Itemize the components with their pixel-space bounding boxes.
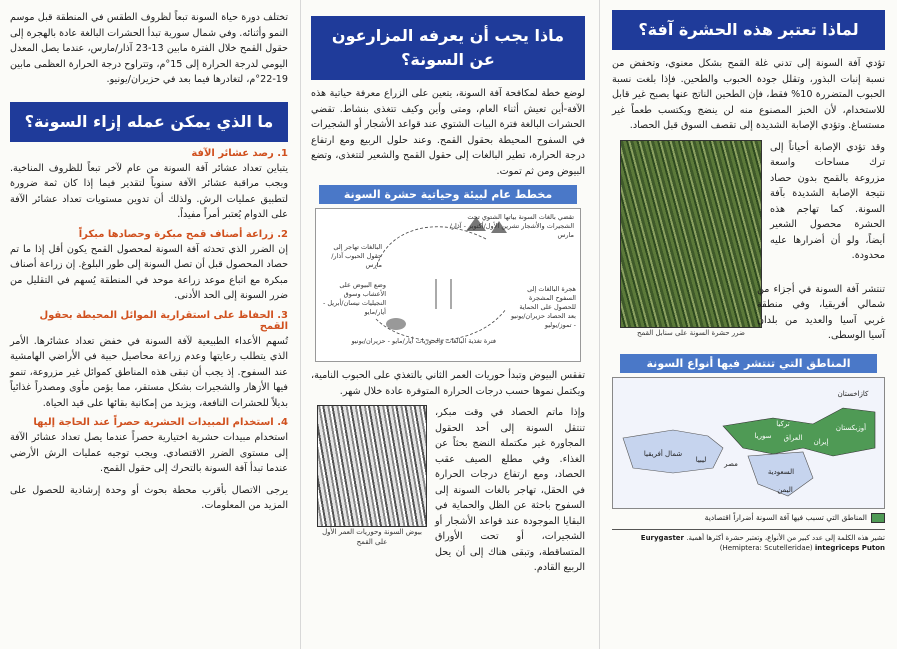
photo-caption: ضرر حشرة السونة على سنابل القمح (637, 328, 745, 337)
item-3-heading: 3. الحفاظ على استقرارية الموائل المحيطة بحقول القمح (39, 309, 288, 332)
photo-wrap (620, 140, 762, 338)
item-3-text: تُسهم الأعداء الطبيعية لآفة السونة في خفض تعداد عشائرها. الأمر الذي يتطلب رعايتها وعدم زراعة محاصيل حبية في الأراضي الهامشية عند السفوح. إذ يجب أن تبقى هذه المناطق كموائل غير مزروعة، تنمو فيها الأزهار والشجيرات بشكل مستقر، مما يؤمن مأوى ومصدراً غذائياً بديلاً للحشرات النافعة، ويزيد من إمكانية بقائها على قيد الحياة. (10, 335, 288, 409)
diagram-label-feeding: فترة تغذية البالغات والحوريات أيار/مايو - حزيران/يونيو (351, 337, 496, 345)
lifecycle-diagram (315, 208, 581, 362)
distribution-map (612, 377, 885, 509)
paragraph-lifecycle: لوضع خطة لمكافحة آفة السونة، يتعين على الزراع معرفة حياتية هذه الآفة-أين تعيش أثناء العام، ومتى وأين وكيف تتغذى بنشاط. تقضي الحشرات البالغة فترة البيات الشتوي عند قواعد الأشجار أو الشجيرات في السفوح المحيطة بحقول القمح. وعند حلول الربيع ومع ارتفاع درجة الحرارة، تطير البالغات إلى حقول القمح والشعير لتتغذى، وتضع البيوض ومن ثم تموت. (311, 88, 585, 177)
section-title-what-farmers: ماذا يجب أن يعرفه المزارعون عن السونة؟ (311, 16, 585, 80)
map-label-egypt: مصر (724, 459, 738, 468)
item-4-heading: 4. استخدام المبيدات الحشرية حصراً عند الحاجة إليها (33, 417, 288, 428)
panel-right (600, 0, 897, 649)
contact-text: يرجى الاتصال بأقرب محطة بحوث أو وحدة إرشادية للحصول على المزيد من المعلومات. (10, 484, 288, 511)
item-1-text: يتباين تعداد عشائر آفة السونة من عام لآخر تبعاً للظروف المناخية. ويجب مراقبة عشائر الآفة سنوياً لتقدير فيما إذا كان ثمة ضرورة لتطبيق عمليات الرش. ولذلك أن تدوين مستويات تعداد عشائر الآفة على الدوام يُعتبر أمراً مفيداً. (10, 162, 288, 220)
paragraph-fields: وقد تؤدي الإصابة أحياناً إلى ترك مساحات واسعة مزروعة بالقمح بدون حصاد نتيجة الإصابة الشديدة بآفة السونة. كما تهاجم هذه الحشرة محصول الشعير أيضاً، ولو أن أضرارها عليه محدودة. (770, 141, 885, 261)
item-4-text: استخدام مبيدات حشرية اختيارية حصراً عندما يصل تعداد عشائر الآفة إلى مستوى الضرر الاقتصادي. ويجب توجيه عمليات الرش الأرضي عندما تبدأ آفة السونة بالتحرك إلى حقول القمح. (10, 432, 288, 474)
map-label-kazakhstan: كازاخستان (837, 389, 869, 398)
footnote (612, 529, 885, 553)
diagram-label-migrate: البالغات تهاجر إلى حقول الحبوب آذار/مارس (331, 243, 382, 269)
map-label-north-africa: شمال أفريقيا (643, 449, 683, 458)
paragraph-weather: تختلف دورة حياة السونة تبعاً لظروف الطقس في المنطقة قبل موسم النمو وأثنائه. وفي شمال سورية تبدأ الحشرات البالغة عادة بالهجرة إلى حقول القمح خلال الفترة مابين 13-23 آذار/مارس، عندما يصل المعدل اليومي لدرجة الحرارة إلى 15°م، وتتراوح درجة الحرارة العظمى مابين 19-22°م، لتغادرها فيما بعد في حزيران/يونيو. (10, 12, 288, 85)
middle-photo-block (311, 405, 585, 582)
wheat-damage-photo (620, 140, 762, 328)
middle-photo-wrap (317, 405, 427, 547)
panel-middle (300, 0, 600, 649)
map-label-syria: سوريا (754, 431, 772, 440)
paragraph-harvest: وإذا ماتم الحصاد في وقت مبكر، تنتقل السونة إلى أحد الحقول المجاورة غير مكتملة النضج بحثاً عن الغذاء. وفي مطلع الصيف عقب الحصاد، ومع ارتفاع درجات الحرارة في الحقل، تهاجر بالغات السونة إلى السفوح باحثة عن الظل والحماية في البقايا الموجودة عند قواعد الأشجار أو الشجيرات، أو تحت الأوراق المتساقطة، وتبقى هناك إلى أن يحل الربيع القادم. (435, 407, 585, 573)
map-label-turkey: تركيا (776, 419, 790, 428)
item-1-heading: 1. رصد عشائر الآفة (191, 147, 288, 159)
footnote-latin: Eurygaster integriceps Puton (640, 533, 885, 552)
map-affected-area-shape (723, 408, 875, 456)
map-label-yemen: اليمن (777, 485, 793, 494)
diagram-label-overwinter: تقضي بالغات السونة بياتها الشتوي تحت الشجيرات والأشجار تشرين الأول/أكتوبر - آذار/مارس (449, 213, 574, 239)
eggs-nymphs-photo (317, 405, 427, 527)
paragraph-distribution: تنتشر آفة السونة في أجزاء من شمالي أفريقيا، وفي منطقة غربي آسيا والعديد من بلدان آسيا الوسطى. (757, 283, 885, 341)
footnote-family: (Hemiptera: Scutelleridae) (719, 543, 813, 552)
map-label-uzbekistan: أوزبكستان (835, 423, 867, 432)
map-legend (612, 513, 885, 523)
map-label-libya: ليبيا (695, 455, 707, 464)
harvest-sheaf-icon (386, 318, 406, 330)
map-label-iraq: العراق (783, 433, 803, 442)
map-label-iran: إيران (813, 437, 829, 446)
middle-photo-caption: بيوض السونة وحوريات العمر الأول على القمح (322, 528, 422, 546)
item-2-heading: 2. زراعة أصناف قمح مبكرة وحصادها مبكراً (78, 228, 288, 240)
footnote-text: تشير هذه الكلمة إلى عدد كبير من الأنواع، وتعتبر حشرة أكثرها أهمية. (686, 533, 885, 542)
section-title-why-pest: لماذا تعتبر هذه الحشرة آفة؟ (612, 10, 885, 50)
paragraph-hatch: تفقس البيوض وتبدأ حوريات العمر الثاني بالتغذي على الحبوب النامية، ويكتمل نموها حسب درجات الحرارة المتوفرة عادة خلال شهر. (311, 370, 585, 397)
section-title-what-to-do: ما الذي يمكن عمله إزاء السونة؟ (10, 102, 288, 142)
legend-text: المناطق التي تسبب فيها آفة السونة أضراراً اقتصادية (704, 513, 867, 522)
panel-left (0, 0, 300, 649)
diagram-label-eggs: وضع البيوض على الأعشاب وسوق النجيليات نيسان/أبريل - أيار/مايو (322, 281, 386, 316)
paragraph-damage: تؤدي آفة السونة إلى تدني غلة القمح بشكل معنوي، وتخفض من نسبة إنبات البذور، وتقلل جودة الحبوب والطحين. فإذا بلغت نسبة الحبوب المتضررة 10% فقط، فإن الطحين الناتج عنها يصبح غير قابل للاستخدام، لأن الخبز المصنوع منه لن ينضج ويكتسب طعماً غير مستساغ. وتؤدي الإصابة الشديدة إلى تقصف السوق قبل الحصاد. (612, 58, 885, 131)
map-svg (613, 378, 884, 506)
map-title: المناطق التي تنتشر فيها أنواع السونة (620, 354, 877, 373)
item-2-text: إن الضرر الذي تحدثه آفة السونة لمحصول القمح يكون أقل إذا ما تم حصاد المحصول قبل أن تصل السونة إلى طور البلوغ. إن زراعة أصناف مبكرة مع اتباع موعد زراعة موحد في المنطقة يُسهم في التقليل من ضرر السونة إلى الحد الأدنى. (10, 243, 288, 301)
map-label-saudi: السعودية (767, 467, 795, 476)
diagram-label-return: هجرة البالغات إلى السفوح المشجرة للحصول على الحماية بعد الحصاد حزيران/يونيو - تموز/يوليو (510, 285, 576, 329)
legend-swatch (871, 513, 885, 523)
diagram-title: مخطط عام لبيئة وحياتية حشرة السونة (319, 185, 577, 204)
